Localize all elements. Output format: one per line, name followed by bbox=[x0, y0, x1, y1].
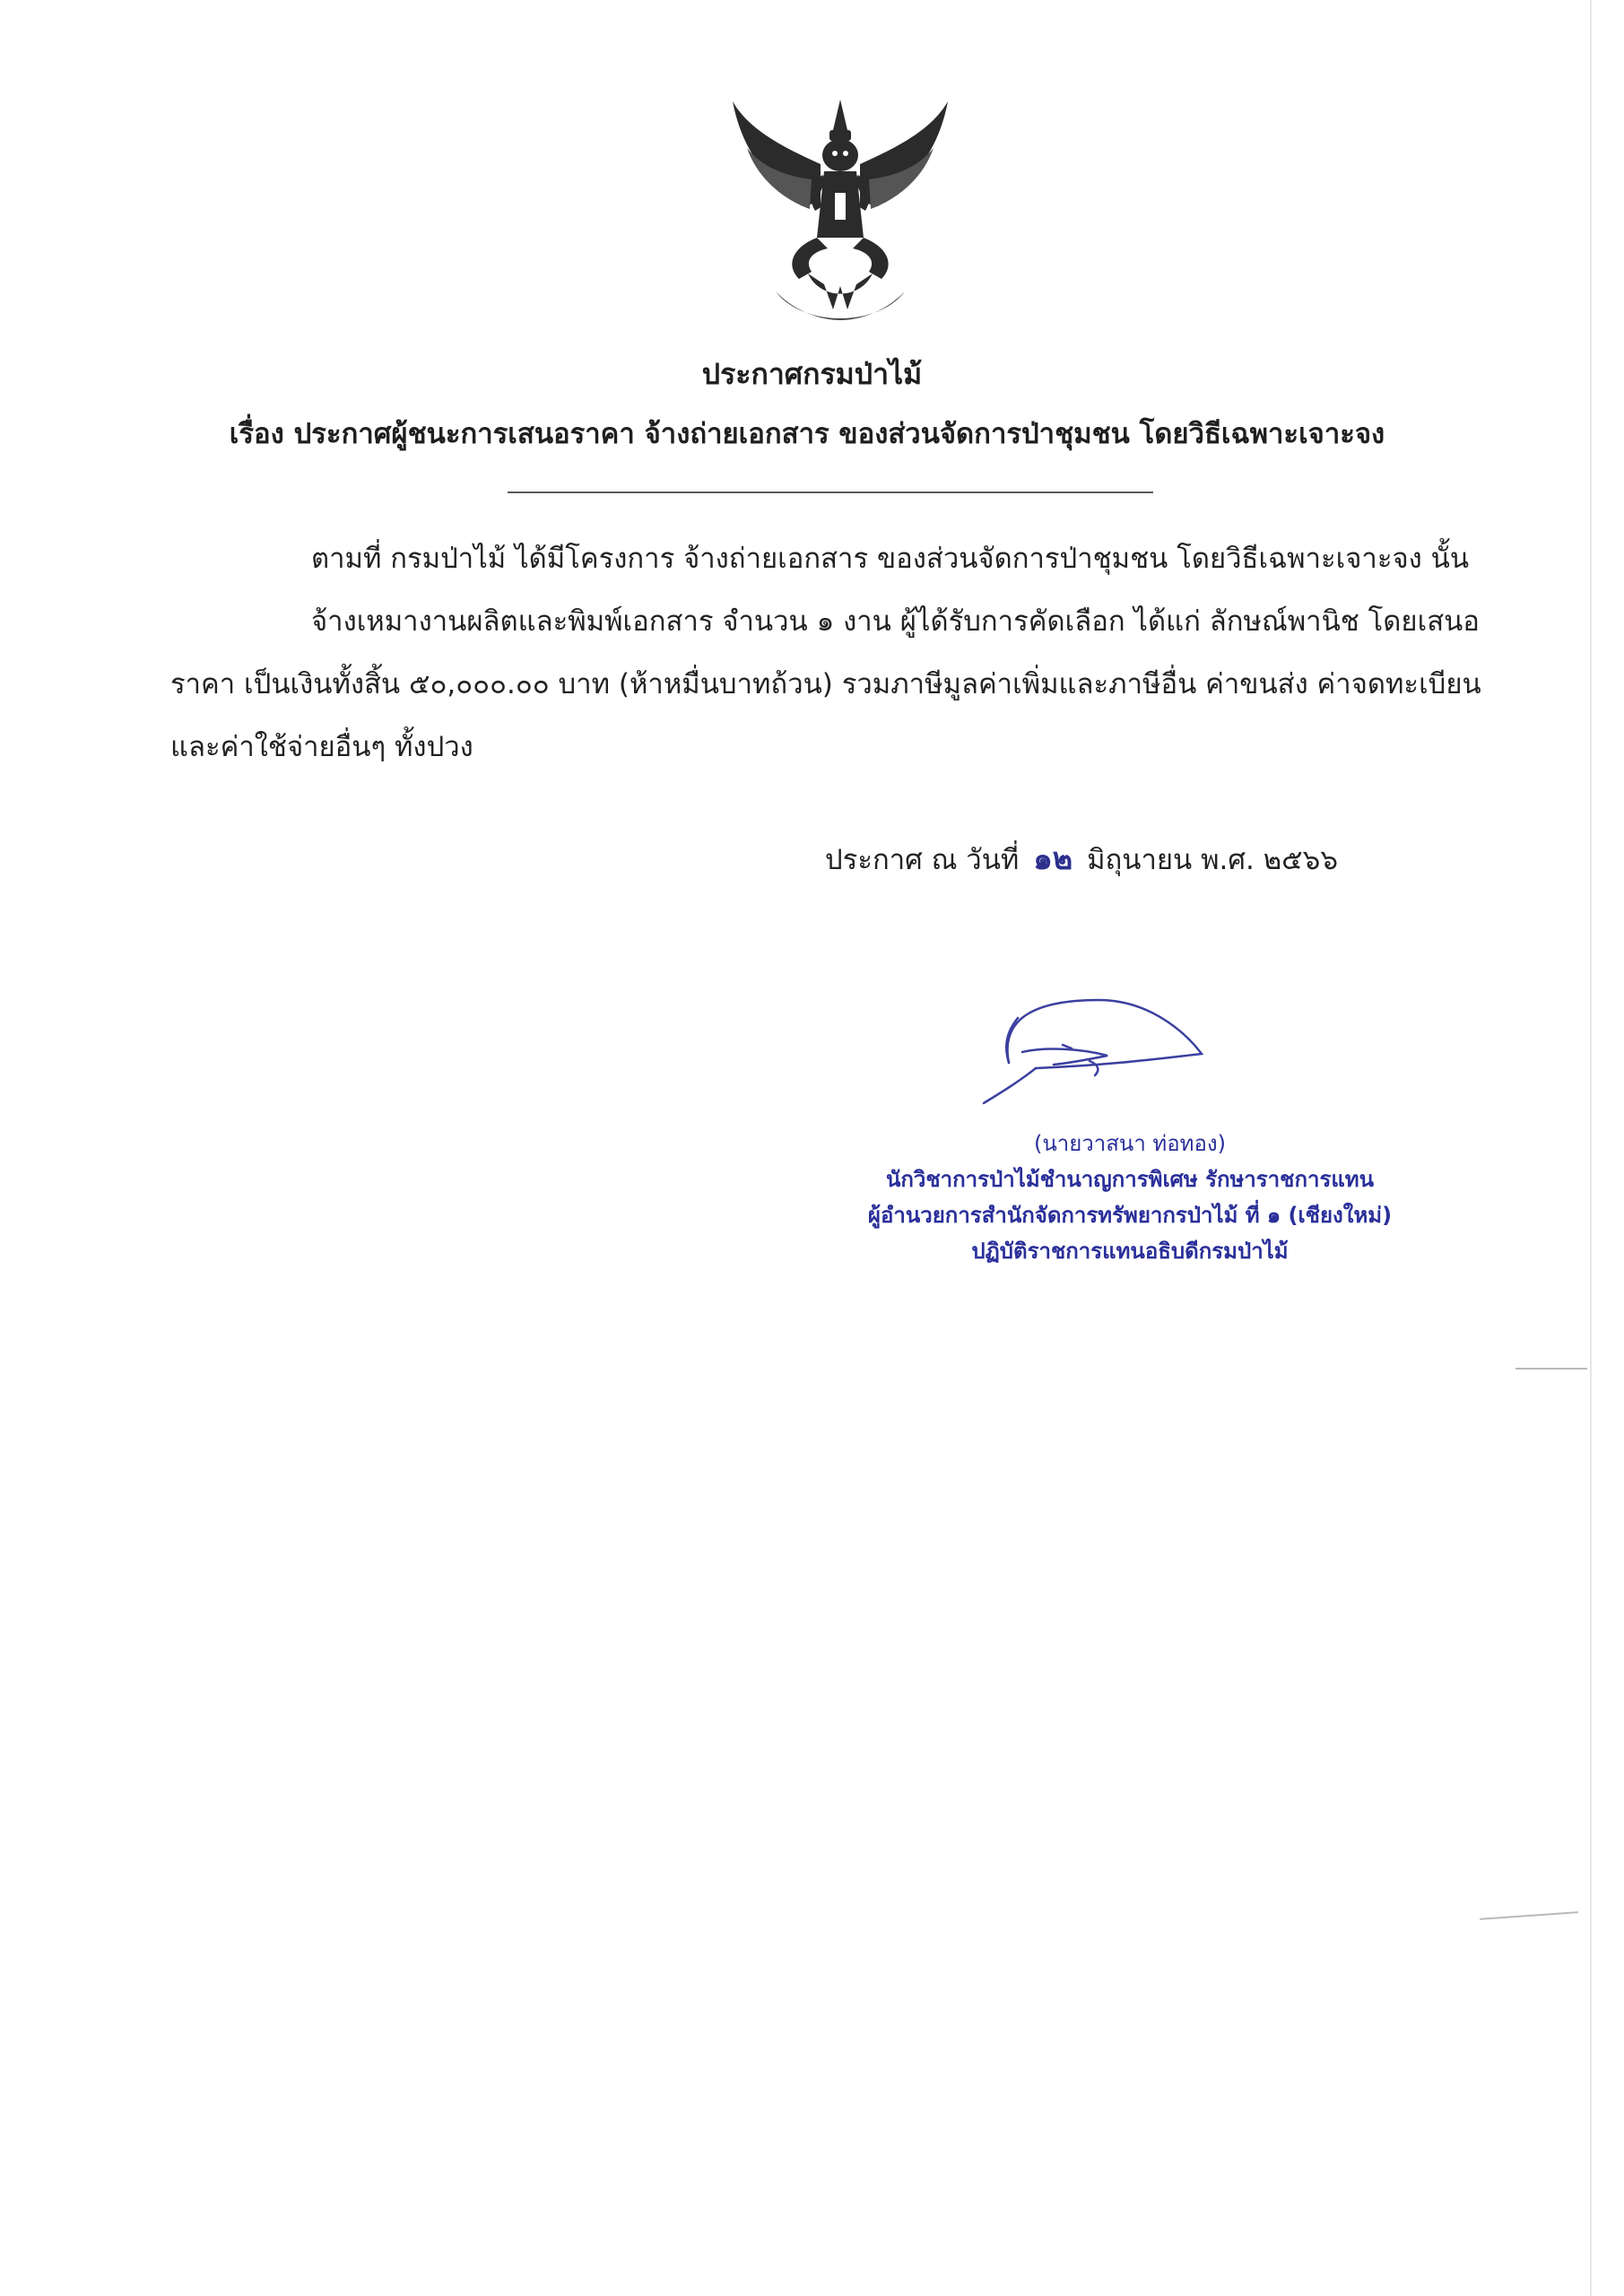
body-line: ราคา เป็นเงินทั้งสิ้น ๕๐,๐๐๐.๐๐ บาท (ห้าหมื่นบาทถ้วน) รวมภาษีมูลค่าเพิ่มและภาษีอื่น ค่าขนส่ง ค่าจดทะเบียน bbox=[170, 668, 1481, 700]
signer-position: นักวิชาการป่าไม้ชำนาญการพิเศษ รักษาราชการแทน bbox=[885, 1167, 1375, 1192]
scan-mark bbox=[1480, 1911, 1578, 1920]
date-prefix: ประกาศ ณ วันที่ bbox=[825, 844, 1020, 876]
body-line: ตามที่ กรมป่าไม้ ได้มีโครงการ จ้างถ่ายเอกสาร ของส่วนจัดการป่าชุมชน โดยวิธีเฉพาะเจาะจง นั้น bbox=[311, 543, 1470, 575]
signer-name: (นายวาสนา ท่อทอง) bbox=[1034, 1131, 1226, 1156]
handwritten-signature bbox=[982, 982, 1215, 1117]
document-title: ประกาศกรมป่าไม้ bbox=[701, 357, 923, 391]
body-line: และค่าใช้จ่ายอื่นๆ ทั้งปวง bbox=[170, 731, 473, 763]
body-line: จ้างเหมางานผลิตและพิมพ์เอกสาร จำนวน ๑ งาน ผู้ได้รับการคัดเลือก ได้แก่ ลักษณ์พานิช โดยเสนอ bbox=[311, 605, 1480, 638]
header-divider bbox=[508, 491, 1153, 493]
garuda-emblem-icon bbox=[722, 94, 960, 341]
scan-mark bbox=[1515, 1368, 1587, 1370]
signer-position: ปฏิบัติราชการแทนอธิบดีกรมป่าไม้ bbox=[971, 1239, 1289, 1264]
announcement-body bbox=[170, 527, 1481, 778]
announcement-date bbox=[825, 834, 1338, 883]
date-day: ๑๒ bbox=[1033, 841, 1073, 877]
signer-position: ผู้อำนวยการสำนักจัดการทรัพยากรป่าไม้ ที่ ๑ (เชียงใหม่) bbox=[867, 1203, 1393, 1228]
signer-block bbox=[789, 1126, 1471, 1269]
scan-edge bbox=[1590, 0, 1592, 2296]
document-subject: เรื่อง ประกาศผู้ชนะการเสนอราคา จ้างถ่ายเอกสาร ของส่วนจัดการป่าชุมชน โดยวิธีเฉพาะเจาะจง bbox=[229, 418, 1385, 450]
date-month-year: มิถุนายน พ.ศ. ๒๕๖๖ bbox=[1087, 844, 1339, 876]
